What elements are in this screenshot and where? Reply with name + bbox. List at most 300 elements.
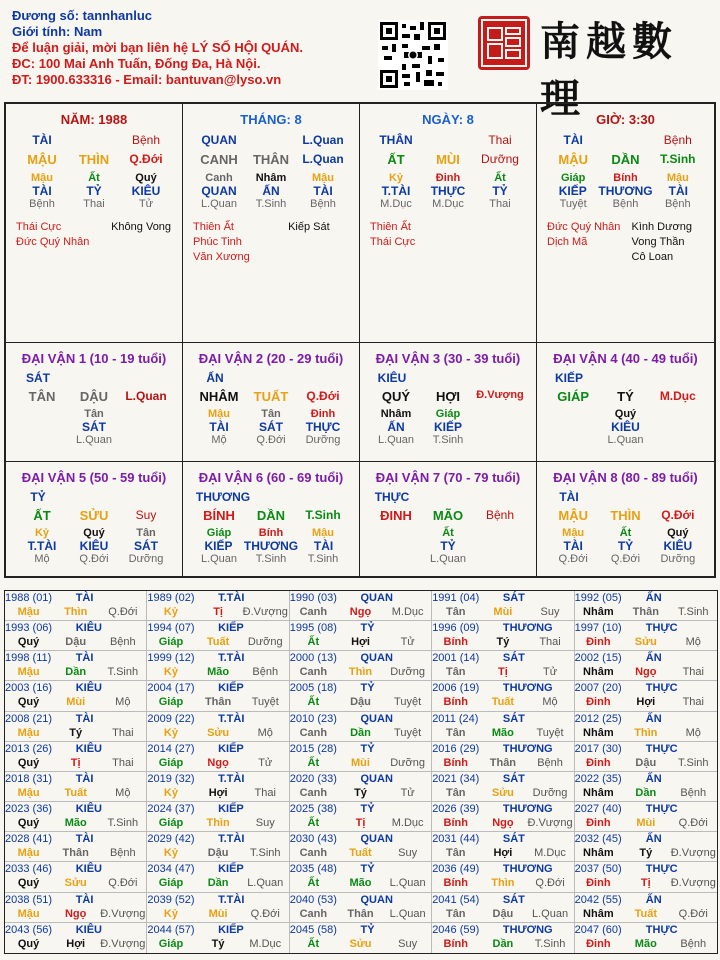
shen-sha: Phúc Tinh [193,236,242,248]
year-branch: Thân [347,907,374,920]
year-cell[interactable] [290,651,432,681]
year-stem: Tân [445,606,466,618]
year-cell[interactable] [575,651,717,681]
year-branch: Ngọ [64,907,87,920]
year-phase: Q.Đới [108,606,138,618]
year-star: THỰC [645,803,678,816]
year-branch: Tị [498,666,508,679]
year-label: 2002 (15) [574,652,622,665]
year-branch: Tị [640,877,651,890]
year-branch: Thìn [206,817,230,830]
year-star: QUAN [360,772,393,785]
hidden-star: KIÊU [131,184,161,198]
branch-phase: Q.Đới [129,152,163,166]
year-cell[interactable] [5,742,147,772]
hidden-phase [120,434,172,446]
hidden-star [652,420,704,434]
year-stem: Mậu [17,786,40,799]
year-cell[interactable] [5,621,147,651]
year-cell[interactable] [147,862,289,892]
year-label: 2005 (18) [289,682,337,695]
dai-van-star: SÁT [26,371,50,385]
year-cell[interactable] [432,621,574,651]
year-cell[interactable] [5,923,147,953]
year-star: THƯƠNG [502,622,553,635]
year-cell[interactable] [147,591,289,621]
hidden-phase: M.Dục [380,198,412,210]
hidden-phase: Q.Đới [558,553,588,565]
year-branch: Tuất [634,907,657,920]
year-star: SÁT [502,833,525,846]
year-star: THƯƠNG [502,803,553,816]
year-branch: Tị [213,606,223,618]
year-label: 2007 (20) [574,682,622,695]
year-cell[interactable] [575,621,717,651]
year-cell[interactable] [290,772,432,802]
phase: T.Sinh [305,508,341,522]
dai-van-cell [183,462,360,576]
year-phase: Thai [112,756,134,769]
year-label: 2009 (22) [147,712,195,725]
year-branch: Thân [489,756,517,769]
year-branch: Mùi [636,817,656,830]
year-phase: T.Sinh [107,666,139,679]
year-cell[interactable] [575,681,717,711]
dai-van-cell [183,343,360,462]
year-cell[interactable] [147,681,289,711]
year-label: 2026 (39) [432,803,480,816]
year-stem: Kỷ [163,726,178,739]
dai-van-star: TÀI [559,490,579,504]
dai-van-cell [6,462,183,576]
hidden-stem [474,527,526,539]
shen-sha: Thái Cực [16,221,62,233]
hidden-phase [547,434,599,446]
hidden-stem: Nhâm [380,408,412,420]
year-cell[interactable] [147,772,289,802]
year-phase: T.Sinh [677,606,709,618]
year-label: 2035 (48) [289,863,337,876]
year-cell[interactable] [575,712,717,742]
year-cell[interactable] [290,832,432,862]
year-branch: Tý [211,937,225,950]
year-star: ẤN [645,712,662,725]
year-stem: Bính [443,696,468,709]
year-phase: T.Sinh [107,817,139,830]
hidden-phase [370,553,422,565]
year-branch: Dậu [207,847,229,860]
dai-van-cell [537,462,714,576]
year-star: THỰC [645,923,678,936]
year-phase: Thai [112,726,134,739]
branch: THÂN [252,152,290,167]
year-cell[interactable] [5,862,147,892]
year-cell[interactable] [432,591,574,621]
year-phase: Thai [539,636,561,649]
hidden-stem: Tân [261,408,281,420]
dai-van-title: ĐẠI VẬN 4 (40 - 49 tuổi) [553,351,698,366]
year-stem: Đinh [586,756,611,769]
shen-sha: Kình Dương [631,221,692,233]
year-label: 2024 (37) [147,803,195,816]
year-phase: Tuyệt [394,696,422,709]
year-label: 2014 (27) [147,742,195,755]
year-cell[interactable] [290,923,432,953]
year-stem: Canh [299,907,328,920]
year-stem: Canh [299,847,328,860]
year-star: KIÊU [75,622,102,635]
shen-sha: Đức Quý Nhân [16,236,90,248]
year-cell[interactable] [147,802,289,832]
dai-van-star: KIẾP [554,371,583,385]
hidden-phase: T.Sinh [307,553,339,565]
hidden-stem: Tân [136,527,156,539]
stem: MẬU [27,152,57,167]
year-cell[interactable] [575,862,717,892]
dai-van-star: THƯƠNG [195,490,251,504]
year-cell[interactable] [575,802,717,832]
year-cell[interactable] [5,893,147,923]
year-cell[interactable] [147,832,289,862]
year-star: T.TÀI [218,893,245,906]
hidden-stem: Quý [614,408,637,420]
year-cell[interactable] [5,802,147,832]
year-cell[interactable] [432,742,574,772]
hidden-star: KIẾP [433,420,462,434]
year-branch: Hợi [66,937,86,950]
hidden-phase: L.Quan [377,434,415,446]
year-cell[interactable] [290,621,432,651]
year-phase: Đ.Vượng [100,907,146,920]
year-cell[interactable] [290,893,432,923]
hidden-star [547,420,599,434]
year-phase: T.Sinh [534,937,566,950]
year-cell[interactable] [432,893,574,923]
hidden-phase: Bệnh [612,198,639,210]
year-phase: Đ.Vượng [670,847,716,860]
year-phase: Đ.Vượng [100,937,146,950]
phase: Suy [135,508,157,522]
year-cell[interactable] [575,772,717,802]
dai-van-star: KIÊU [377,371,407,385]
hidden-star: THƯƠNG [243,539,299,553]
year-label: 2036 (49) [432,863,480,876]
year-cell[interactable] [575,591,717,621]
dai-van-title: ĐẠI VẬN 8 (80 - 89 tuổi) [553,470,698,485]
year-cell[interactable] [5,712,147,742]
hidden-stem: Ất [619,527,632,539]
year-label: 2033 (46) [5,863,53,876]
year-phase: Bệnh [252,666,279,679]
year-cell[interactable] [147,651,289,681]
year-cell[interactable] [147,621,289,651]
hidden-star: SÁT [82,420,106,434]
year-stem: Canh [299,606,328,618]
branch-phase: L.Quan [302,152,344,166]
hidden-phase: T.Sinh [255,553,287,565]
phase: Q.Đới [661,508,695,522]
hidden-star: ẤN [387,420,405,434]
year-branch: Thìn [634,726,658,739]
hidden-stem [16,408,68,420]
contact-line: Để luận giải, mời bạn liên hệ LÝ SỐ HỘI QUÁN. [12,40,303,55]
year-phase: Bệnh [109,847,136,860]
year-branch: Tuất [491,696,515,709]
hidden-phase: Dưỡng [660,553,696,565]
dai-van-title: ĐẠI VẬN 5 (50 - 59 tuổi) [21,470,167,485]
year-branch: Dậu [492,907,514,920]
hidden-star: KIÊU [79,539,109,553]
year-phase: Tử [258,756,273,769]
year-stem: Quý [17,817,40,830]
hidden-phase: Q.Đới [256,434,286,446]
year-phase: L.Quan [389,907,426,920]
year-phase: L.Quan [389,877,426,890]
year-star: T.TÀI [218,833,245,846]
hidden-stem: Quý [667,527,689,539]
hidden-star: TÀI [313,539,334,553]
stem: MẬU [558,152,588,167]
hidden-stem [370,527,422,539]
year-label: 2016 (29) [432,742,480,755]
year-star: TÀI [75,592,94,604]
year-cell[interactable] [432,923,574,953]
hidden-star: TÀI [313,184,333,198]
shen-sha: Dịch Mã [547,236,588,248]
year-star: SÁT [502,893,525,906]
hidden-phase: L.Quan [200,198,238,210]
owner-line: Đương số: tannhanluc [12,8,152,23]
shen-sha: Văn Xương [193,251,250,263]
year-label: 2011 (24) [432,712,479,725]
year-phase: Suy [255,817,275,830]
year-label: 1999 (12) [147,652,195,665]
year-branch: Thìn [64,606,88,618]
year-branch: Mùi [66,696,86,709]
year-cell[interactable] [290,862,432,892]
year-cell[interactable] [575,923,717,953]
hidden-phase: M.Dục [432,198,464,210]
year-branch: Sửu [207,726,230,739]
dai-van-title: ĐẠI VẬN 6 (60 - 69 tuổi) [198,470,344,485]
hidden-stem: Đinh [435,172,461,184]
year-star: T.TÀI [218,652,245,665]
year-cell[interactable] [5,681,147,711]
year-stem: Kỷ [163,666,178,679]
hidden-phase: L.Quan [429,553,467,565]
year-star: THỰC [645,863,678,876]
year-star: SÁT [502,652,525,665]
year-cell[interactable] [5,651,147,681]
address-line: ĐC: 100 Mai Anh Tuấn, Đống Đa, Hà Nội. [12,56,261,71]
year-phase: Mộ [257,726,273,739]
year-stem: Kỷ [163,786,178,799]
year-branch: Hợi [636,696,656,709]
year-stem: Mậu [17,666,40,679]
annual-luck-grid [4,590,718,954]
year-cell[interactable] [290,742,432,772]
bazi-chart [4,102,716,578]
dai-van-cell [360,462,537,576]
year-cell[interactable] [147,712,289,742]
year-stem: Quý [17,636,40,649]
hidden-star: QUAN [201,184,237,198]
year-phase: Q.Đới [678,817,708,830]
year-branch: Tị [70,756,81,769]
year-label: 2004 (17) [147,682,195,695]
year-cell[interactable] [432,772,574,802]
qr-code-icon[interactable] [378,20,448,90]
year-cell[interactable] [432,862,574,892]
blank [422,133,474,147]
year-cell[interactable] [432,651,574,681]
year-cell[interactable] [5,772,147,802]
hidden-phase: T.Sinh [255,198,287,210]
year-cell[interactable] [290,712,432,742]
year-branch: Hợi [208,786,228,799]
year-phase: Bệnh [680,786,707,799]
year-stem: Bính [443,817,468,830]
year-branch: Dần [350,726,371,739]
year-cell[interactable] [5,591,147,621]
hidden-star: THƯƠNG [598,184,653,198]
year-cell[interactable] [575,832,717,862]
hidden-star [120,420,172,434]
year-stem: Ất [307,636,320,649]
year-star: TÀI [75,652,94,665]
red-seal-logo [476,14,532,72]
year-phase: M.Dục [249,937,282,950]
stem-star: TÀI [563,133,583,147]
year-label: 2039 (52) [147,893,195,906]
year-stem: Nhâm [583,847,614,860]
year-cell[interactable] [432,802,574,832]
phase: Đ.Vượng [476,389,524,401]
dai-van-cell [360,343,537,462]
year-star: TÀI [75,833,94,846]
dai-van-star: THỰC [374,490,410,504]
year-stem: Nhâm [583,666,614,679]
year-branch: Dậu [350,696,371,709]
year-label: 2021 (34) [432,772,480,785]
year-star: KIÊU [75,923,102,936]
stem: NHÂM [199,389,239,404]
hidden-stem [547,408,599,420]
year-cell[interactable] [290,591,432,621]
year-label: 2027 (40) [574,803,622,816]
hidden-star [16,420,68,434]
year-stem: Mậu [17,726,40,739]
year-stem: Kỷ [163,907,178,920]
year-label: 2041 (54) [432,893,480,906]
branch: DẦN [611,152,640,167]
year-label: 2017 (30) [574,742,622,755]
hidden-phase: Tuyệt [559,198,587,210]
year-phase: Mộ [685,636,701,649]
year-label: 2013 (26) [5,742,53,755]
hidden-star: TÀI [668,184,688,198]
year-star: THƯƠNG [502,923,553,936]
shen-sha: Cô Loan [631,251,674,263]
year-label: 2037 (50) [574,863,622,876]
year-stem: Đinh [586,877,611,890]
year-label: 2003 (16) [5,682,53,695]
hidden-stem: Ất [494,172,506,184]
year-phase: Tuyệt [394,726,422,739]
year-cell[interactable] [432,832,574,862]
year-cell[interactable] [147,742,289,772]
year-star: ẤN [645,772,662,785]
year-cell[interactable] [575,893,717,923]
stem-phase: Thai [488,133,512,147]
year-label: 2022 (35) [574,772,622,785]
year-branch: Hợi [493,847,513,860]
year-cell[interactable] [290,681,432,711]
year-phase: Dưỡng [390,666,425,679]
year-phase: M.Dục [391,817,424,830]
year-cell[interactable] [432,681,574,711]
year-branch: Sửu [491,786,514,799]
phase: Bệnh [485,508,515,522]
year-star: T.TÀI [218,592,245,604]
hidden-stem: Bính [613,172,638,184]
year-label: 1988 (01) [5,592,53,604]
year-branch: Tuất [206,636,230,649]
year-label: 2023 (36) [5,803,53,816]
year-phase: Mộ [685,726,701,739]
year-phase: Tử [542,666,558,679]
year-label: 2038 (51) [5,893,53,906]
year-star: ẤN [645,893,662,906]
year-stem: Canh [299,666,328,679]
brand-logo: 南越數理 [540,18,678,122]
hidden-phase: Dưỡng [128,553,164,565]
year-cell[interactable] [5,832,147,862]
pillar-month [183,104,360,343]
year-stem: Bính [443,937,468,950]
year-phase: M.Dục [534,847,566,860]
year-branch: Dần [492,937,514,950]
year-cell[interactable] [290,802,432,832]
year-cell[interactable] [575,742,717,772]
hidden-star: TỶ [492,184,508,198]
year-label: 2045 (58) [289,923,337,936]
hidden-stem: Mậu [562,527,585,539]
year-phase: Dưỡng [532,786,568,799]
year-cell[interactable] [432,712,574,742]
dai-van-star: TỶ [30,490,46,504]
hidden-star: TỶ [440,539,456,553]
hidden-stem: Quý [83,527,105,539]
year-stem: Tân [445,666,466,679]
year-cell[interactable] [147,893,289,923]
year-branch: Tý [496,636,510,649]
branch: TÝ [617,389,634,404]
year-phase: Mộ [115,786,131,799]
year-branch: Sửu [64,877,87,890]
stem-phase: Bệnh [131,133,161,147]
year-stem: Canh [299,786,328,799]
hidden-star [474,420,526,434]
year-phase: Q.Đới [108,877,138,890]
year-label: 1995 (08) [289,622,337,635]
phase: L.Quan [125,389,167,403]
year-label: 2020 (33) [289,772,337,785]
year-cell[interactable] [147,923,289,953]
year-star: QUAN [360,893,393,906]
year-branch: Mùi [208,907,228,920]
hidden-stem [474,408,526,420]
